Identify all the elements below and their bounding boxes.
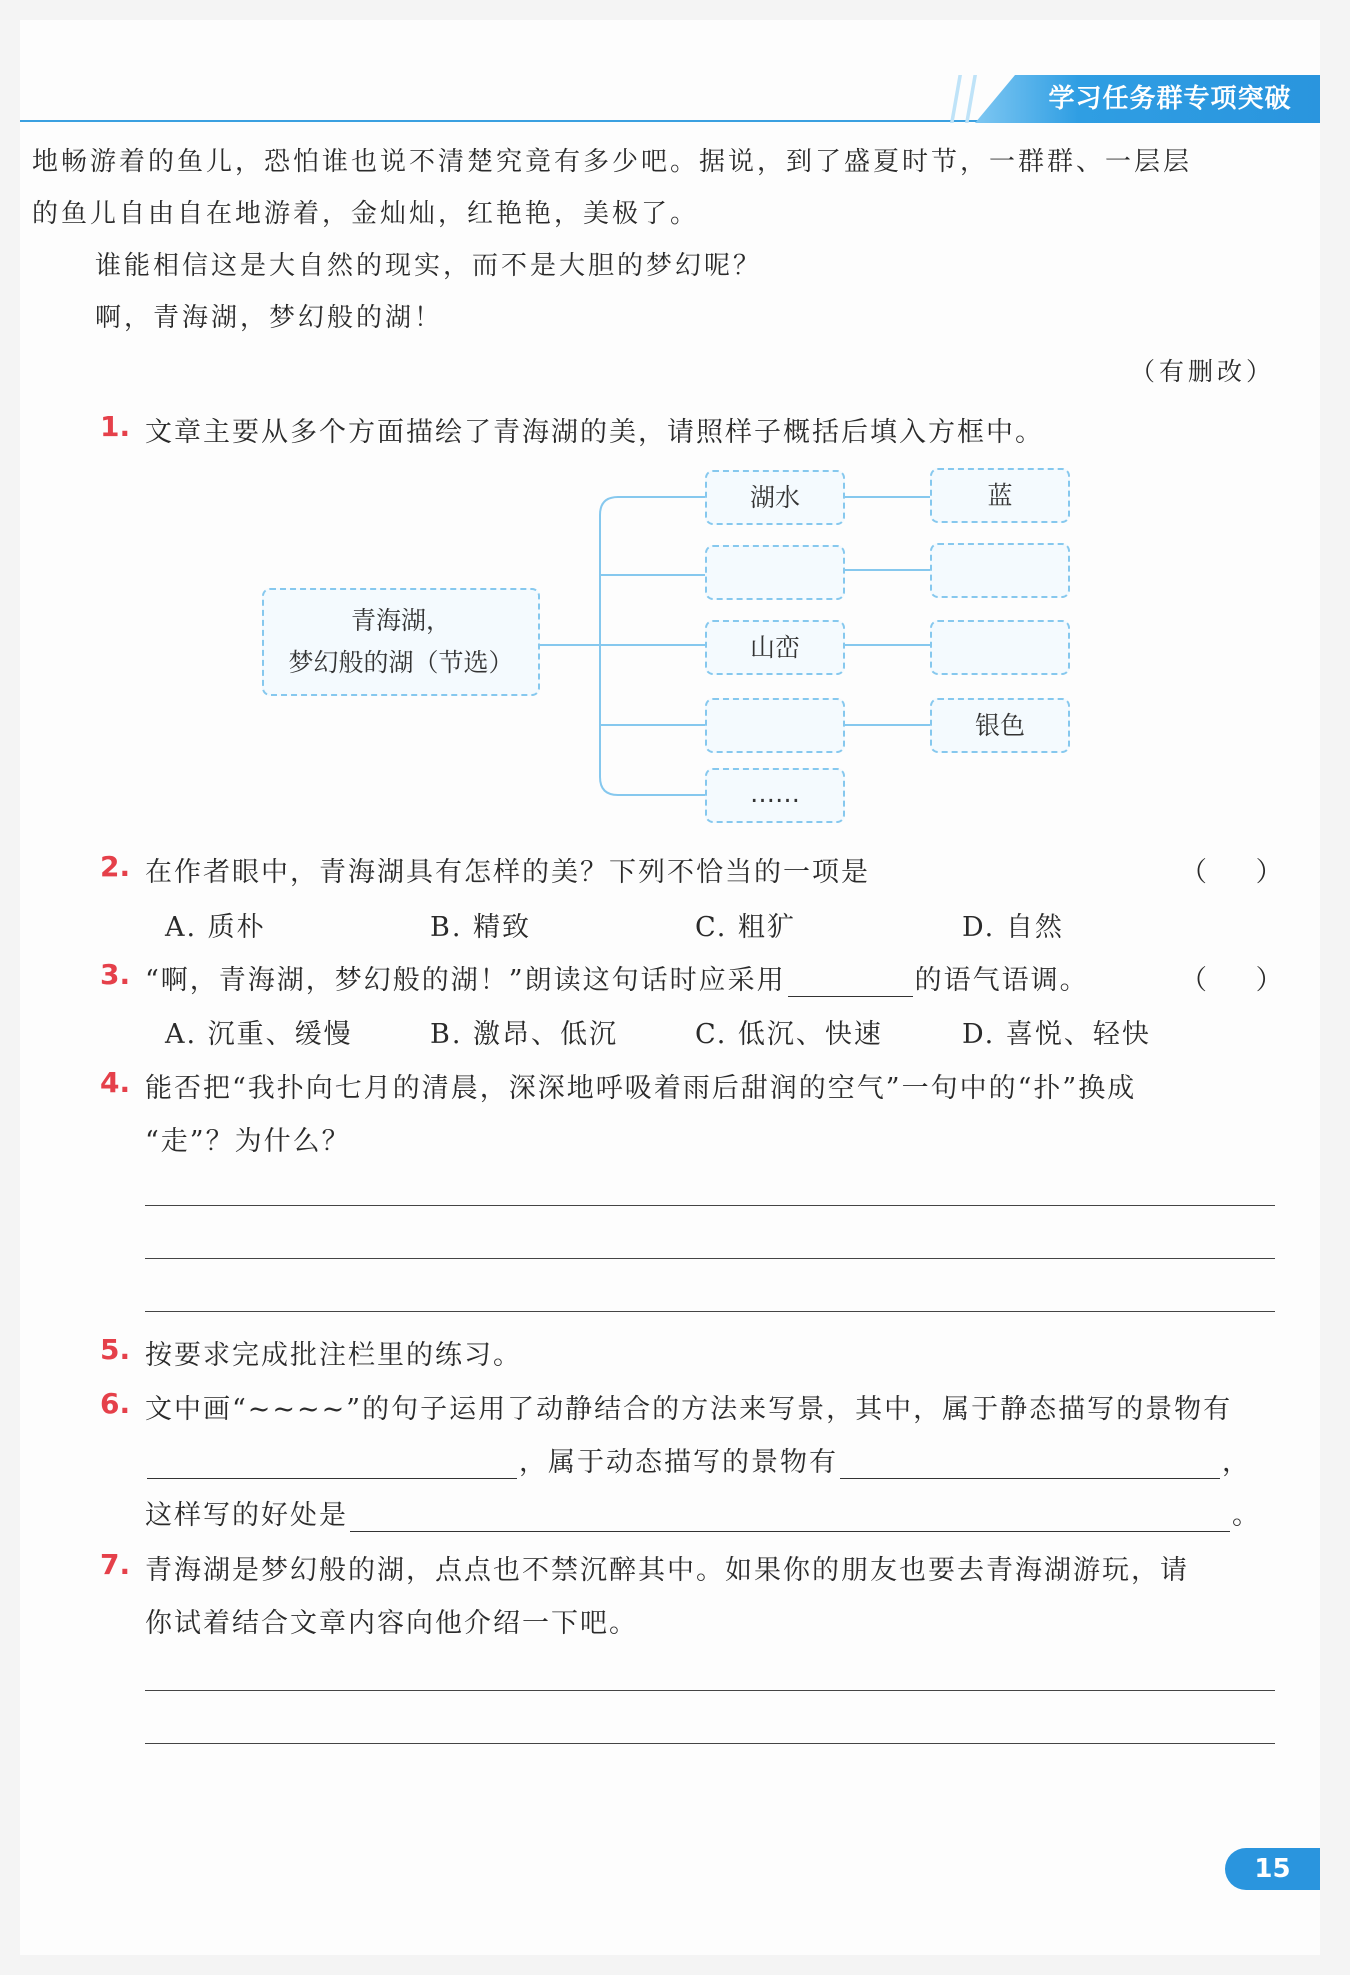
aspect-box-more: …… — [705, 768, 845, 823]
aspect-box-4-blank[interactable] — [705, 698, 845, 753]
aspect-box-1: 湖水 — [705, 470, 845, 525]
header-title: 学习任务群专项突破 — [1048, 84, 1292, 114]
passage-line: 啊，青海湖，梦幻般的湖！ — [95, 303, 444, 333]
feature-box-2-blank[interactable] — [930, 543, 1070, 598]
question-text: 在作者眼中，青海湖具有怎样的美？下列不恰当的一项是 — [145, 857, 870, 888]
answer-paren[interactable]: （ ） — [1180, 965, 1283, 996]
fill-blank[interactable] — [788, 966, 913, 997]
option-a[interactable]: A. 沉重、缓慢 — [165, 1019, 353, 1050]
center-topic-line: 梦幻般的湖（节选） — [288, 648, 514, 677]
option-b[interactable]: B. 精致 — [430, 912, 532, 943]
option-a[interactable]: A. 质朴 — [165, 912, 266, 943]
question-text-part: 这样写的好处是 — [145, 1500, 348, 1531]
question-text — [145, 958, 1305, 997]
question-text-part: “啊，青海湖，梦幻般的湖！”朗读这句话时应采用 — [145, 965, 786, 996]
option-c[interactable]: C. 低沉、快速 — [695, 1019, 883, 1050]
header-decor-stripe — [965, 75, 977, 123]
option-d[interactable]: D. 自然 — [962, 912, 1064, 943]
option-c[interactable]: C. 粗犷 — [695, 912, 796, 943]
question-number: 4. — [100, 1066, 131, 1099]
question-text: 青海湖是梦幻般的湖，点点也不禁沉醉其中。如果你的朋友也要去青海湖游玩，请 — [145, 1555, 1189, 1586]
option-b[interactable]: B. 激昂、低沉 — [430, 1019, 619, 1050]
answer-line[interactable] — [145, 1311, 1275, 1312]
fill-blank-static-scenery[interactable] — [147, 1448, 517, 1479]
question-text-part: 。 — [1232, 1500, 1261, 1531]
question-number: 2. — [100, 850, 131, 883]
answer-line[interactable] — [145, 1690, 1275, 1691]
fill-blank-benefit[interactable] — [350, 1501, 1230, 1532]
question-text: 文章主要从多个方面描绘了青海湖的美，请照样子概括后填入方框中。 — [145, 417, 1044, 448]
question-text — [145, 1440, 1305, 1479]
feature-box-1: 蓝 — [930, 468, 1070, 523]
fill-blank-dynamic-scenery[interactable] — [840, 1448, 1220, 1479]
question-text-part: 的语气语调。 — [914, 965, 1089, 996]
question-text: 按要求完成批注栏里的练习。 — [145, 1340, 522, 1371]
passage-line: 地畅游着的鱼儿，恐怕谁也说不清楚究竟有多少吧。据说，到了盛夏时节，一群群、一层层 — [32, 147, 1193, 177]
question-text: 你试着结合文章内容向他介绍一下吧。 — [145, 1608, 638, 1639]
question-text: 能否把“我扑向七月的清晨，深深地呼吸着雨后甜润的空气”一句中的“扑”换成 — [145, 1073, 1137, 1104]
page-number: 15 — [1254, 1854, 1291, 1884]
answer-line[interactable] — [145, 1743, 1275, 1744]
option-d[interactable]: D. 喜悦、轻快 — [962, 1019, 1151, 1050]
passage-line: 谁能相信这是大自然的现实，而不是大胆的梦幻呢？ — [95, 251, 763, 281]
question-text-part: ， — [1222, 1447, 1251, 1478]
header-decor-stripe — [950, 75, 962, 123]
question-number: 5. — [100, 1333, 131, 1366]
aspect-box-2-blank[interactable] — [705, 545, 845, 600]
question-number: 3. — [100, 958, 131, 991]
question-text: “走”？为什么？ — [145, 1126, 351, 1157]
aspect-box-3: 山峦 — [705, 620, 845, 675]
passage-line: 的鱼儿自由自在地游着，金灿灿，红艳艳，美极了。 — [32, 199, 700, 229]
answer-line[interactable] — [145, 1205, 1275, 1206]
answer-paren[interactable]: （ ） — [1180, 857, 1283, 888]
question-number: 1. — [100, 410, 131, 443]
center-topic-box — [262, 588, 540, 696]
question-number: 6. — [100, 1387, 131, 1420]
question-number: 7. — [100, 1548, 131, 1581]
answer-line[interactable] — [145, 1258, 1275, 1259]
page-number-tab — [1225, 1848, 1320, 1890]
center-topic-line: 青海湖， — [350, 606, 451, 635]
question-text-part: ，属于动态描写的景物有 — [519, 1447, 838, 1478]
source-note: （有删改） — [1130, 357, 1276, 386]
question-text: 文中画“~~~~”的句子运用了动静结合的方法来写景，其中，属于静态描写的景物有 — [145, 1394, 1233, 1425]
feature-box-4: 银色 — [930, 698, 1070, 753]
feature-box-3-blank[interactable] — [930, 620, 1070, 675]
question-text — [145, 1493, 1305, 1532]
